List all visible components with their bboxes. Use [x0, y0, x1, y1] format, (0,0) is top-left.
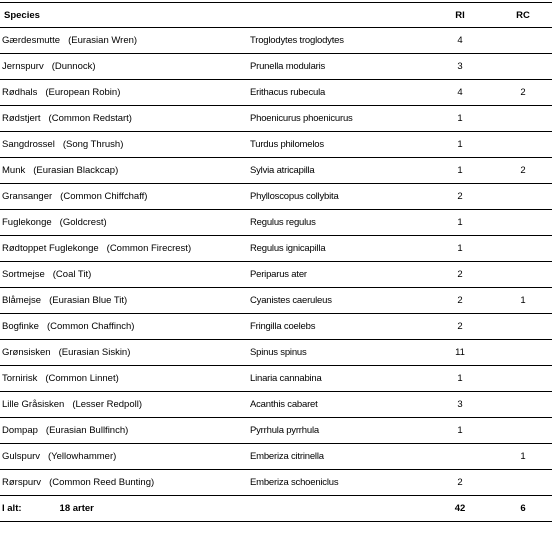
- scientific-name: Troglodytes troglodytes: [250, 35, 344, 46]
- danish-name: Tornirisk: [2, 373, 38, 384]
- table-row: [0, 236, 552, 262]
- rc-value: [490, 210, 552, 236]
- table-row: [0, 158, 552, 184]
- species-name-cell: [0, 28, 250, 54]
- scientific-name: Spinus spinus: [250, 347, 307, 358]
- danish-name: Gulspurv: [2, 451, 41, 462]
- rc-value: [490, 106, 552, 132]
- danish-name: Sangdrossel: [2, 139, 55, 150]
- total-row: [0, 496, 552, 522]
- table-row: [0, 28, 552, 54]
- ri-value: 4: [457, 35, 463, 46]
- table-row: [0, 184, 552, 210]
- rc-value: 1: [520, 295, 526, 306]
- rc-value: [490, 470, 552, 496]
- english-name: (Common Firecrest): [106, 243, 192, 254]
- header-species: Species: [4, 9, 40, 21]
- danish-name: Rødtoppet Fuglekonge: [2, 243, 99, 254]
- ri-value: 2: [457, 269, 463, 280]
- header-rc: RC: [516, 9, 530, 21]
- rc-value: [490, 28, 552, 54]
- danish-name: Rødstjert: [2, 113, 41, 124]
- scientific-name: Pyrrhula pyrrhula: [250, 425, 319, 436]
- ri-value: 1: [457, 165, 463, 176]
- scientific-name: Acanthis cabaret: [250, 399, 318, 410]
- species-name-cell: [0, 444, 250, 470]
- english-name: (Eurasian Bullfinch): [45, 425, 129, 436]
- rc-value: [490, 340, 552, 366]
- rc-value: 2: [520, 165, 526, 176]
- total-rc: 6: [520, 503, 526, 514]
- english-name: (Eurasian Blackcap): [33, 165, 119, 176]
- danish-name: Gærdesmutte: [2, 35, 61, 46]
- english-name: (Eurasian Siskin): [58, 347, 131, 358]
- scientific-name: Fringilla coelebs: [250, 321, 316, 332]
- species-name-cell: [0, 470, 250, 496]
- scientific-name: Emberiza citrinella: [250, 451, 324, 462]
- table-row: [0, 366, 552, 392]
- rc-value: [490, 314, 552, 340]
- table-row: [0, 470, 552, 496]
- danish-name: Munk: [2, 165, 26, 176]
- species-name-cell: [0, 418, 250, 444]
- table-row: [0, 262, 552, 288]
- species-name-cell: [0, 54, 250, 80]
- danish-name: Grønsisken: [2, 347, 51, 358]
- scientific-name: Phylloscopus collybita: [250, 191, 339, 202]
- danish-name: Gransanger: [2, 191, 53, 202]
- table-row: [0, 444, 552, 470]
- danish-name: Fuglekonge: [2, 217, 52, 228]
- scientific-name: Regulus regulus: [250, 217, 316, 228]
- table-row: [0, 340, 552, 366]
- danish-name: Blåmejse: [2, 295, 42, 306]
- rc-value: [490, 262, 552, 288]
- english-name: (Common Linnet): [45, 373, 119, 384]
- english-name: (European Robin): [45, 87, 121, 98]
- table-header-row: [0, 3, 552, 28]
- table-row: [0, 392, 552, 418]
- species-name-cell: [0, 210, 250, 236]
- table-row: [0, 288, 552, 314]
- ri-value: [430, 444, 490, 470]
- total-species-count: 18 arter: [59, 503, 94, 514]
- ri-value: 2: [457, 477, 463, 488]
- species-table: [0, 2, 552, 522]
- danish-name: Bogfinke: [2, 321, 39, 332]
- rc-value: [490, 366, 552, 392]
- english-name: (Goldcrest): [59, 217, 107, 228]
- english-name: (Common Reed Bunting): [49, 477, 155, 488]
- species-name-cell: [0, 236, 250, 262]
- table-row: [0, 418, 552, 444]
- english-name: (Eurasian Blue Tit): [49, 295, 128, 306]
- scientific-name: Linaria cannabina: [250, 373, 322, 384]
- species-name-cell: [0, 366, 250, 392]
- header-scientific: [250, 3, 430, 28]
- species-name-cell: [0, 392, 250, 418]
- danish-name: Rødhals: [2, 87, 38, 98]
- table-row: [0, 80, 552, 106]
- scientific-name: Cyanistes caeruleus: [250, 295, 332, 306]
- danish-name: Dompap: [2, 425, 38, 436]
- english-name: (Common Chiffchaff): [60, 191, 148, 202]
- ri-value: 1: [457, 139, 463, 150]
- scientific-name: Turdus philomelos: [250, 139, 324, 150]
- rc-value: [490, 418, 552, 444]
- danish-name: Rørspurv: [2, 477, 42, 488]
- ri-value: 2: [457, 321, 463, 332]
- ri-value: 1: [457, 113, 463, 124]
- species-name-cell: [0, 106, 250, 132]
- species-name-cell: [0, 340, 250, 366]
- total-ri: 42: [454, 503, 466, 514]
- species-name-cell: [0, 158, 250, 184]
- rc-value: [490, 184, 552, 210]
- ri-value: 1: [457, 373, 463, 384]
- scientific-name: Phoenicurus phoenicurus: [250, 113, 353, 124]
- english-name: (Dunnock): [51, 61, 96, 72]
- rc-value: [490, 236, 552, 262]
- rc-value: 2: [520, 87, 526, 98]
- english-name: (Eurasian Wren): [68, 35, 138, 46]
- ri-value: 1: [457, 243, 463, 254]
- ri-value: 1: [457, 425, 463, 436]
- scientific-name: Erithacus rubecula: [250, 87, 326, 98]
- table-row: [0, 210, 552, 236]
- rc-value: 1: [520, 451, 526, 462]
- english-name: (Common Chaffinch): [46, 321, 135, 332]
- header-ri: RI: [455, 9, 465, 21]
- ri-value: 1: [457, 217, 463, 228]
- species-name-cell: [0, 262, 250, 288]
- ri-value: 2: [457, 295, 463, 306]
- scientific-name: Periparus ater: [250, 269, 307, 280]
- english-name: (Common Redstart): [48, 113, 132, 124]
- table-row: [0, 314, 552, 340]
- rc-value: [490, 54, 552, 80]
- species-name-cell: [0, 132, 250, 158]
- rc-value: [490, 392, 552, 418]
- scientific-name: Sylvia atricapilla: [250, 165, 315, 176]
- table-row: [0, 106, 552, 132]
- ri-value: 3: [457, 61, 463, 72]
- english-name: (Song Thrush): [62, 139, 124, 150]
- danish-name: Jernspurv: [2, 61, 44, 72]
- species-name-cell: [0, 184, 250, 210]
- scientific-name: Prunella modularis: [250, 61, 326, 72]
- species-name-cell: [0, 288, 250, 314]
- ri-value: 4: [457, 87, 463, 98]
- ri-value: 3: [457, 399, 463, 410]
- english-name: (Coal Tit): [52, 269, 92, 280]
- scientific-name: Emberiza schoeniclus: [250, 477, 339, 488]
- scientific-name: Regulus ignicapilla: [250, 243, 326, 254]
- english-name: (Lesser Redpoll): [72, 399, 143, 410]
- table-row: [0, 132, 552, 158]
- total-label: I alt:: [2, 503, 22, 514]
- table-row: [0, 54, 552, 80]
- ri-value: 2: [457, 191, 463, 202]
- ri-value: 11: [455, 347, 465, 358]
- danish-name: Lille Gråsisken: [2, 399, 65, 410]
- danish-name: Sortmejse: [2, 269, 45, 280]
- rc-value: [490, 132, 552, 158]
- species-name-cell: [0, 314, 250, 340]
- english-name: (Yellowhammer): [48, 451, 117, 462]
- species-name-cell: [0, 80, 250, 106]
